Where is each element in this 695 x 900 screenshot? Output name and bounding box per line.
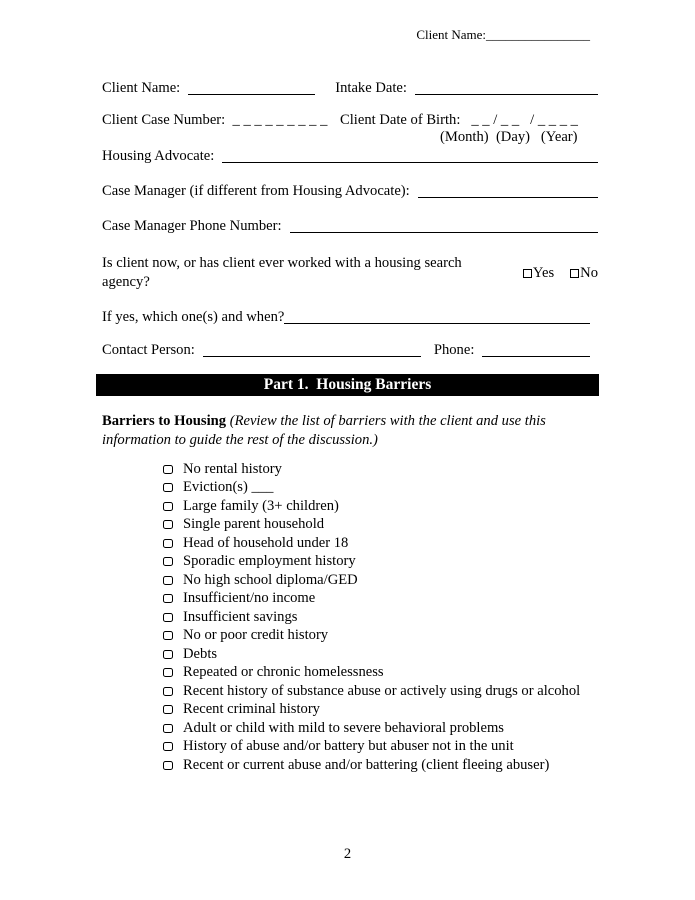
barrier-checkbox-icon[interactable] (163, 705, 173, 714)
barrier-item (163, 645, 598, 664)
intake-date-field[interactable] (415, 83, 598, 95)
case-number-field[interactable]: _ _ _ _ _ _ _ _ _ (232, 112, 328, 128)
if-yes-label: If yes, which one(s) and when? (102, 309, 285, 325)
barrier-item (163, 571, 598, 590)
case-manager-phone-label: Case Manager Phone Number: (102, 218, 282, 234)
barrier-item-label: No or poor credit history (183, 627, 329, 644)
barrier-item (163, 497, 598, 516)
barrier-checkbox-icon[interactable] (163, 631, 173, 640)
barrier-item (163, 719, 598, 738)
barriers-heading-bold: Barriers to Housing (102, 413, 230, 429)
barrier-checkbox-icon[interactable] (163, 668, 173, 677)
barrier-item (163, 534, 598, 553)
barrier-checkbox-icon[interactable] (163, 724, 173, 733)
barriers-heading-instructions: (Review the list of barriers with the client and use this information to guide the rest of the discussion.) (102, 413, 546, 448)
barrier-item-label: Eviction(s) ___ (183, 479, 274, 496)
barrier-checkbox-icon[interactable] (163, 594, 173, 603)
dob-units-label: (Month) (Day) (Year) (440, 129, 578, 145)
corner-client-name-label: Client Name: (416, 27, 486, 42)
dob-field[interactable]: _ _ / _ _ / _ _ _ _ (471, 112, 578, 128)
no-checkbox-icon[interactable] (570, 269, 579, 278)
agency-yes-option[interactable] (523, 264, 554, 283)
case-manager-field[interactable] (418, 186, 598, 198)
barrier-checkbox-icon[interactable] (163, 742, 173, 751)
barrier-checkbox-icon[interactable] (163, 520, 173, 529)
barrier-checkbox-icon[interactable] (163, 465, 173, 474)
barrier-item-label: History of abuse and/or battery but abuser not in the unit (183, 738, 514, 755)
barrier-item-label: No rental history (183, 460, 282, 477)
barrier-item-label: Sporadic employment history (183, 553, 356, 570)
contact-phone-field[interactable] (482, 345, 590, 357)
barrier-item-label: Recent history of substance abuse or actively using drugs or alcohol (183, 682, 581, 699)
barrier-item-label: Single parent household (183, 516, 325, 533)
agency-no-option[interactable] (570, 264, 598, 283)
barrier-item (163, 460, 598, 479)
barrier-item-label: Adult or child with mild to severe behavioral problems (183, 719, 504, 736)
barrier-item (163, 738, 598, 757)
barriers-heading (102, 412, 599, 450)
case-number-label: Client Case Number: (102, 112, 226, 128)
intake-date-label: Intake Date: (335, 80, 407, 96)
barrier-checkbox-icon[interactable] (163, 761, 173, 770)
barrier-item (163, 627, 598, 646)
barrier-item-label: Recent or current abuse and/or battering (client fleeing abuser) (183, 756, 550, 773)
barrier-item (163, 553, 598, 572)
barrier-item-label: Repeated or chronic homelessness (183, 664, 384, 681)
corner-client-name-blank[interactable]: ________________ (486, 27, 590, 42)
barrier-checkbox-icon[interactable] (163, 502, 173, 511)
barrier-item (163, 682, 598, 701)
agency-question-label: Is client now, or has client ever worked with a housing search agency? (102, 255, 462, 290)
part1-title-banner: Part 1. Housing Barriers (96, 374, 599, 396)
client-name-label: Client Name: (102, 80, 181, 96)
housing-advocate-label: Housing Advocate: (102, 148, 215, 164)
corner-client-name (102, 27, 598, 43)
barrier-checkbox-icon[interactable] (163, 576, 173, 585)
housing-advocate-field[interactable] (222, 151, 598, 163)
case-manager-label: Case Manager (if different from Housing Advocate): (102, 183, 410, 199)
barrier-item-label: Insufficient/no income (183, 590, 316, 607)
client-name-field[interactable] (188, 83, 315, 95)
barrier-checkbox-icon[interactable] (163, 687, 173, 696)
case-number-group (102, 111, 340, 130)
barrier-item (163, 608, 598, 627)
row-if-yes (102, 308, 598, 327)
barrier-checkbox-icon[interactable] (163, 557, 173, 566)
barrier-item-label: Insufficient savings (183, 608, 298, 625)
case-manager-phone-field[interactable] (290, 221, 598, 233)
if-yes-field[interactable] (284, 312, 590, 324)
barrier-checkbox-icon[interactable] (163, 613, 173, 622)
dob-line (340, 111, 598, 130)
row-housing-advocate (102, 147, 598, 166)
barrier-item-label: Large family (3+ children) (183, 497, 339, 514)
barrier-item-label: Debts (183, 645, 218, 662)
barrier-checklist (163, 460, 598, 775)
barrier-item (163, 590, 598, 609)
contact-person-label: Contact Person: (102, 342, 195, 358)
barrier-item (163, 479, 598, 498)
yes-label: Yes (532, 264, 555, 281)
barrier-item-label: Head of household under 18 (183, 534, 349, 551)
row-agency-question (102, 254, 598, 292)
barrier-item-label: No high school diploma/GED (183, 571, 358, 588)
contact-person-field[interactable] (203, 345, 421, 357)
barrier-checkbox-icon[interactable] (163, 539, 173, 548)
barrier-checkbox-icon[interactable] (163, 483, 173, 492)
no-label: No (580, 264, 598, 281)
row-client-name-intake (102, 79, 598, 98)
barrier-item (163, 664, 598, 683)
contact-phone-label: Phone: (433, 342, 475, 358)
barrier-item (163, 516, 598, 535)
row-case-manager-phone (102, 217, 598, 236)
barrier-item-label: Recent criminal history (183, 701, 320, 718)
dob-group (340, 111, 598, 145)
yes-checkbox-icon[interactable] (523, 269, 532, 278)
barrier-item (163, 756, 598, 775)
barrier-checkbox-icon[interactable] (163, 650, 173, 659)
barrier-item (163, 701, 598, 720)
row-case-manager (102, 182, 598, 201)
row-contact-person (102, 341, 598, 360)
dob-label: Client Date of Birth: (340, 112, 461, 128)
row-case-number-dob (102, 111, 598, 145)
page-number: 2 (343, 846, 352, 862)
